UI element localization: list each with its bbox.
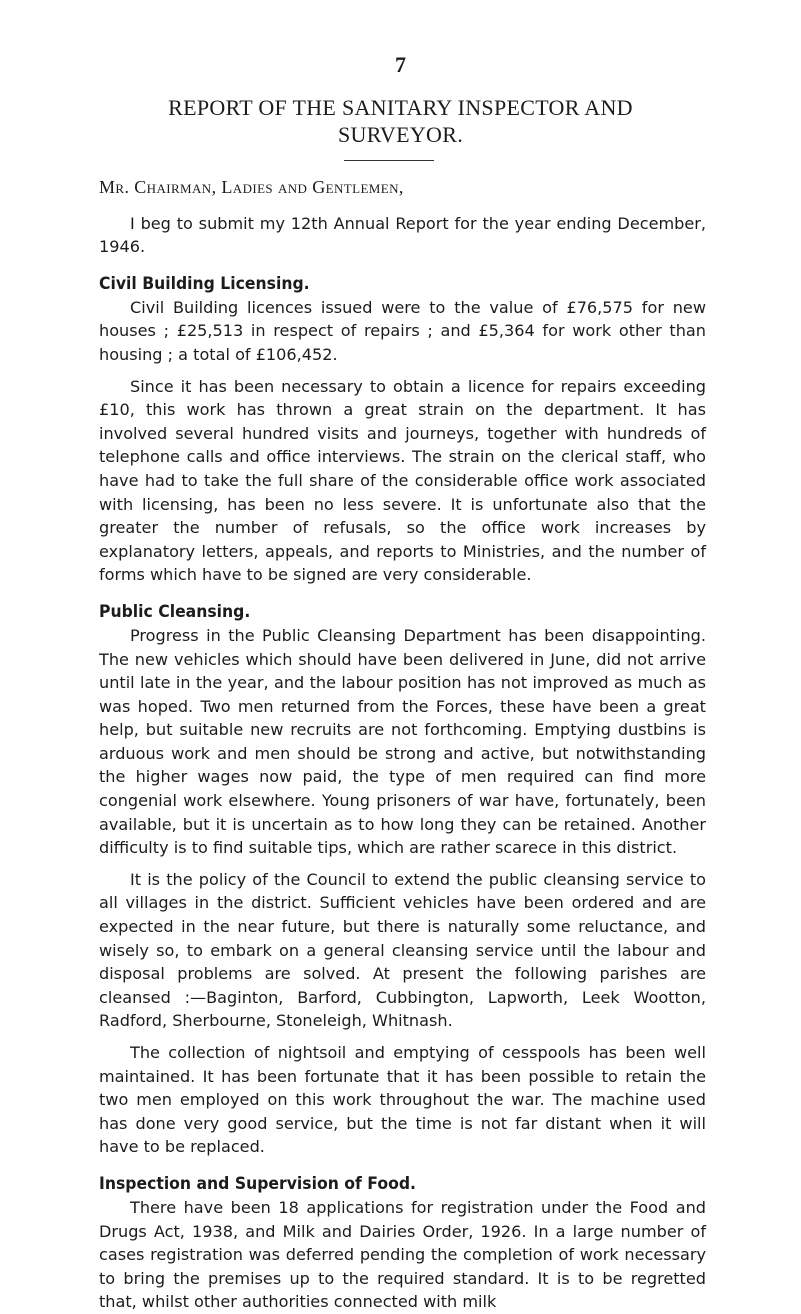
- paragraph: Progress in the Public Cleansing Department has been disappointing. The new vehicles which should have been delivered in June, did not arrive until late in the year, and the labour position has not improved as much as was hoped. Two men returned from the Forces, these have been a great help, but suitable new recruits are not forthcoming. Emptying dustbins is arduous work and men should be strong and active, but notwithstanding the higher wages now paid, the type of men required can find more congenial work elsewhere. Young prisoners of war have, fortunately, been available, but it is uncertain as to how long they can be retained. Another difficulty is to find suitable tips, which are rather scarece in this district.: [99, 625, 706, 858]
- report-body: [99, 176, 706, 1314]
- section-public-cleansing: [99, 601, 706, 1159]
- salutation: Mr. Chairman, Ladies and Gentlemen,: [99, 177, 404, 197]
- paragraph: Civil Building licences issued were to the value of £76,575 for new houses ; £25,513 in respect of repairs ; and £5,364 for work other than housing ; a total of £106,452.: [99, 297, 706, 364]
- section-heading: Civil Building Licensing.: [99, 273, 310, 294]
- intro-paragraph: I beg to submit my 12th Annual Report for the year ending December, 1946.: [99, 213, 706, 257]
- page-number: 7: [395, 52, 406, 77]
- section-heading: Inspection and Supervision of Food.: [99, 1173, 416, 1194]
- section-heading: Public Cleansing.: [99, 601, 251, 622]
- section-inspection-of-food: [99, 1173, 706, 1314]
- report-title: [80, 94, 721, 148]
- paragraph: Since it has been necessary to obtain a licence for repairs exceeding £10, this work has thrown a great strain on the department. It has involved several hundred visits and journeys, together with hundreds of telephone calls and office interviews. The strain on the clerical staff, who have had to take the full share of the considerable office work associated with licensing, has been no less severe. It is unfortunate also that the greater the number of refusals, so the office work increases by explanatory letters, appeals, and reports to Ministries, and the number of forms which have to be signed are very considerable.: [99, 376, 706, 585]
- report-title-line-1: REPORT OF THE SANITARY INSPECTOR AND: [168, 95, 633, 120]
- report-title-line-2: SURVEYOR.: [337, 122, 463, 147]
- paragraph: The collection of nightsoil and emptying of cesspools has been well maintained. It has been fortunate that it has been possible to retain the two men employed on this work throughout the war. The machine used has done very good service, but the time is not far distant when it will have to be replaced.: [99, 1043, 706, 1157]
- section-civil-building-licensing: [99, 273, 706, 587]
- paragraph: It is the policy of the Council to extend the public cleansing service to all villages in the district. Sufficient vehicles have been ordered and are expected in the near future, but there is naturally some reluctance, and wisely so, to embark on a general cleansing service until the labour and disposal problems are solved. At present the following parishes are cleansed :—Baginton, Barford, Cubbington, Lapworth, Leek Wootton, Radford, Sherbourne, Stoneleigh, Whitnash.: [99, 869, 706, 1031]
- paragraph: There have been 18 applications for registration under the Food and Drugs Act, 1938, and Milk and Dairies Order, 1926. In a large number of cases registration was deferred pending the completion of work necessary to bring the premises up to the required standard. It is to be regretted that, whilst other authorities connected with milk: [99, 1197, 706, 1312]
- title-divider: [344, 160, 434, 161]
